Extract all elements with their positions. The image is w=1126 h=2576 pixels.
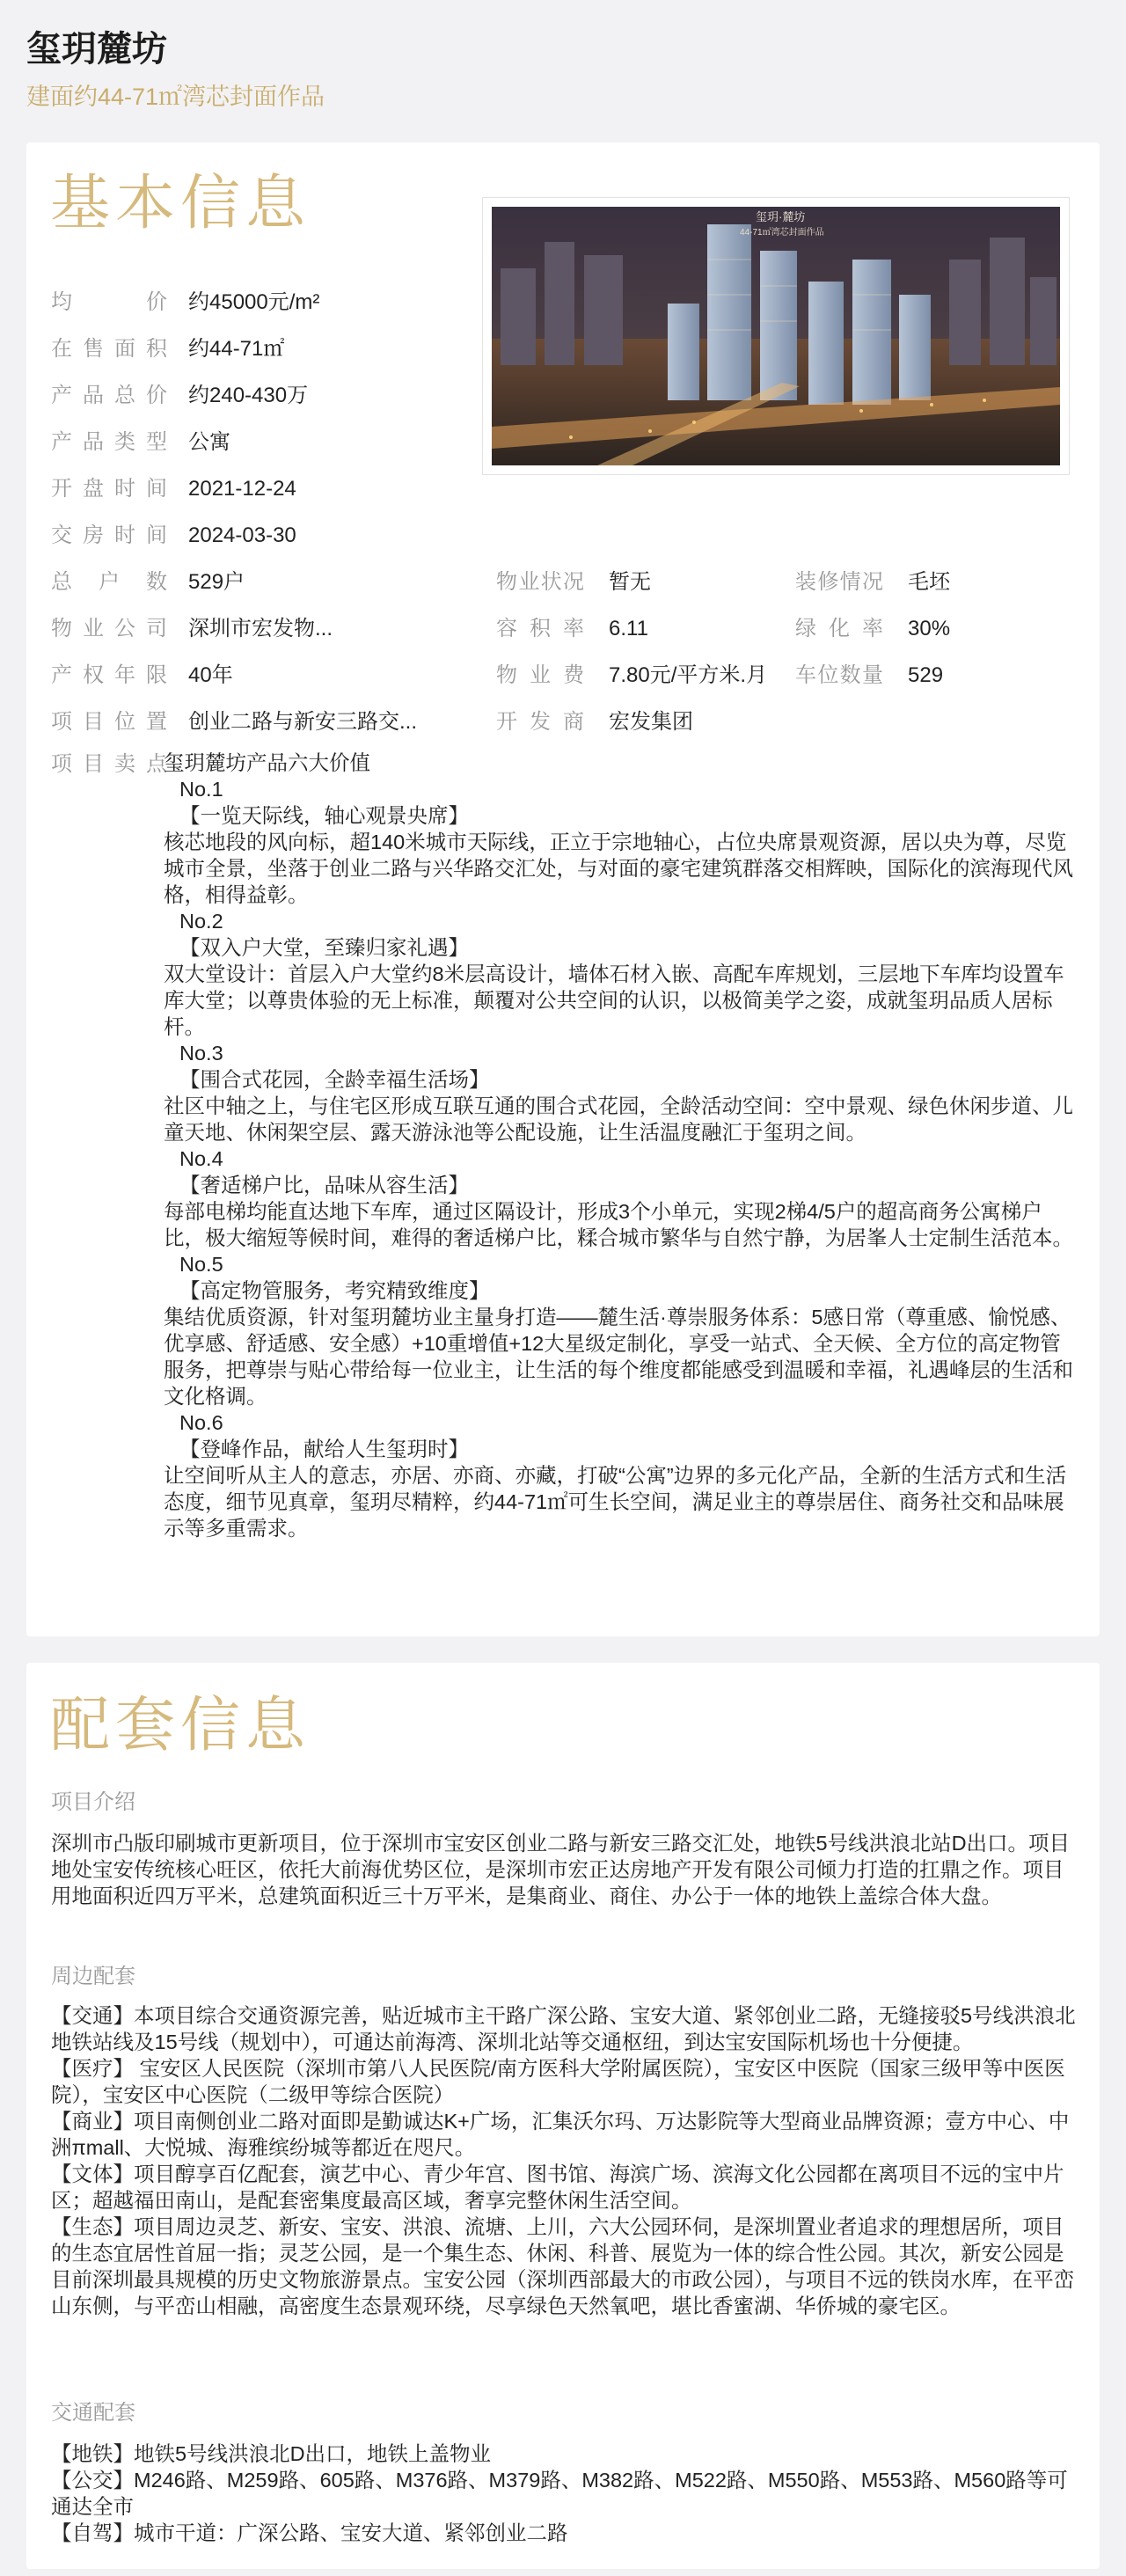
field-label: 容积率 <box>496 617 584 640</box>
field-value: 毛坯 <box>908 570 950 594</box>
field-value: 公寓 <box>188 430 230 454</box>
project-subtitle: 建面约44-71㎡湾芯封面作品 <box>26 84 325 110</box>
field-label: 开盘时间 <box>51 477 167 501</box>
selling-line: No.5 <box>179 1253 223 1276</box>
traffic-label: 交通配套 <box>51 2401 135 2425</box>
field-value: 30% <box>908 617 951 640</box>
selling-line: 社区中轴之上，与住宅区形成互联互通的围合式花园，全龄活动空间：空中景观、绿色休闲步道、儿童天地、休闲架空层、露天游泳池等公配设施，让生活温度融汇于玺玥之间。 <box>164 1094 1073 1144</box>
traffic-line: 【公交】M246路、M259路、605路、M376路、M379路、M382路、M522路、M550路、M553路、M560路等可通达全市 <box>51 2469 1068 2518</box>
selling-line: No.6 <box>179 1411 223 1434</box>
rendering-illustration <box>492 207 1060 465</box>
selling-line: 核芯地段的风向标，超140米城市天际线，正立于宗地轴心，占位央席景观资源，居以央为尊，尽览城市全景，坐落于创业二路与兴华路交汇处，与对面的豪宅建筑群落交相辉映，国际化的滨海现代风格，相得益彰。 <box>164 831 1073 906</box>
field-label: 项目位置 <box>51 710 167 734</box>
field-label: 物业费 <box>496 663 584 687</box>
facilities-card <box>26 1663 1100 2569</box>
selling-line: 集结优质资源，针对玺玥麓坊业主量身打造——麓生活·尊崇服务体系：5感日常（尊重感、愉悦感、优享感、舒适感、安全感）+10重增值+12大星级定制化，享受一站式、全天候、全方位的高定物管服务，把尊崇与贴心带给每一位业主，让生活的每个维度都能感受到温暖和幸福，礼遇峰层的生活和文化格调。 <box>164 1306 1073 1408</box>
field-value: 创业二路与新安三路交... <box>188 710 418 734</box>
field-value: 约45000元/m² <box>188 290 320 314</box>
field-label: 车位数量 <box>795 663 883 687</box>
selling-line: 每部电梯均能直达地下车库，通过区隔设计，形成3个小单元，实现2梯4/5户的超高商务公寓梯户比，极大缩短等候时间，难得的奢适梯户比，糅合城市繁华与自然宁静，为居峯人士定制生活范本。 <box>164 1200 1073 1249</box>
field-label: 总户数 <box>51 570 167 594</box>
field-value: 529 <box>908 663 944 687</box>
selling-line: 让空间听从主人的意志，亦居、亦商、亦藏，打破“公寓”边界的多元化产品，全新的生活方式和生活态度，细节见真章，玺玥尽精粹，约44-71㎡可生长空间，满足业主的尊崇居住、商务社交和品味展示等多重需求。 <box>164 1464 1067 1540</box>
around-line: 【交通】本项目综合交通资源完善，贴近城市主干路广深公路、宝安大道、紧邻创业二路，无缝接驳5号线洪浪北地铁站线及15号线（规划中），可通达前海湾、深圳北站等交通枢纽，到达宝安国际机场也十分便捷。 <box>51 2004 1076 2053</box>
around-text <box>51 2002 1080 2319</box>
image-caption-slogan: 44-71㎡湾芯封面作品 <box>740 228 824 238</box>
selling-line: No.3 <box>179 1042 223 1065</box>
selling-line: 【高定物管服务，考究精致维度】 <box>179 1279 490 1302</box>
field-label: 均价 <box>51 290 167 314</box>
facilities-title: 配套信息 <box>50 1691 311 1760</box>
around-line: 【商业】项目南侧创业二路对面即是勤诚达K+广场，汇集沃尔玛、万达影院等大型商业品牌资源；壹方中心、中洲πmall、大悦城、海雅缤纷城等都近在咫尺。 <box>51 2110 1070 2159</box>
field-label: 产品类型 <box>51 430 167 454</box>
basic-info-card <box>26 143 1100 1636</box>
field-value: 529户 <box>188 570 245 594</box>
field-label: 装修情况 <box>795 570 883 594</box>
selling-line: 【奢适梯户比，品味从容生活】 <box>179 1174 469 1197</box>
around-line: 【医疗】 宝安区人民医院（深圳市第八人民医院/南方医科大学附属医院），宝安区中医院（国家三级甲等中医医院），宝安区中心医院（二级甲等综合医院） <box>51 2057 1065 2106</box>
traffic-line: 【地铁】地铁5号线洪浪北D出口，地铁上盖物业 <box>51 2442 492 2465</box>
selling-line: 双大堂设计：首层入户大堂约8米层高设计，墙体石材入嵌、高配车库规划，三层地下车库均设置车库大堂；以尊贵体验的无上标准，颠覆对公共空间的认识，以极简美学之姿，成就玺玥品质人居标杆。 <box>164 962 1064 1038</box>
image-caption-brand: 玺玥·麓坊 <box>756 210 806 223</box>
field-value: 深圳市宏发物... <box>188 617 333 640</box>
selling-line: 【双入户大堂，至臻归家礼遇】 <box>179 936 469 959</box>
traffic-line: 【自驾】城市干道：广深公路、宝安大道、紧邻创业二路 <box>51 2521 568 2544</box>
selling-line: 【登峰作品，献给人生玺玥时】 <box>179 1438 469 1460</box>
field-value: 6.11 <box>609 617 648 640</box>
field-value: 约240-430万 <box>188 384 309 407</box>
field-label: 物业公司 <box>51 617 167 640</box>
selling-line: No.4 <box>179 1147 223 1170</box>
traffic-text <box>51 2441 1080 2546</box>
field-label: 物业状况 <box>496 570 584 594</box>
intro-paragraph: 深圳市凸版印刷城市更新项目，位于深圳市宝安区创业二路与新安三路交汇处，地铁5号线洪浪北站D出口。项目地处宝安传统核心旺区，依托大前海优势区位，是深圳市宏正达房地产开发有限公司倾力打造的扛鼎之作。项目用地面积近四万平米，总建筑面积近三十万平米，是集商业、商住、办公于一体的地铁上盖综合体大盘。 <box>51 1832 1071 1907</box>
field-value: 约44-71㎡ <box>188 337 285 361</box>
selling-line: 【围合式花园，全龄幸福生活场】 <box>179 1068 490 1091</box>
project-rendering-image[interactable] <box>482 197 1070 475</box>
field-value: 40年 <box>188 663 233 687</box>
selling-line: 玺玥麓坊产品六大价值 <box>164 751 370 774</box>
around-label: 周边配套 <box>51 1965 135 1988</box>
field-value: 2024-03-30 <box>188 523 296 547</box>
field-label: 项目卖点 <box>51 752 167 776</box>
around-line: 【生态】项目周边灵芝、新安、宝安、洪浪、流塘、上川，六大公园环伺，是深圳置业者追求的理想居所，项目的生态宜居性首屈一指；灵芝公园，是一个集生态、休闲、科普、展览为一体的综合性公园。其次，新安公园是目前深圳最具规模的历史文物旅游景点。宝安公园（深圳西部最大的市政公园），与项目不远的铁岗水库，在平峦山东侧，与平峦山相融，高密度生态景观环绕，尽享绿色天然氧吧，堪比香蜜湖、华侨城的豪宅区。 <box>51 2215 1075 2317</box>
field-label: 产品总价 <box>51 384 167 407</box>
selling-points-text <box>164 750 1077 1541</box>
field-label: 交房时间 <box>51 523 167 547</box>
field-value: 2021-12-24 <box>188 477 296 501</box>
intro-label: 项目介绍 <box>51 1790 135 1814</box>
field-label: 产权年限 <box>51 663 167 687</box>
selling-line: No.1 <box>179 778 223 801</box>
basic-info-title: 基本信息 <box>50 169 311 238</box>
project-title: 玺玥麓坊 <box>26 30 167 69</box>
page-header <box>0 0 1126 110</box>
field-value: 宏发集团 <box>609 710 693 734</box>
field-value: 暂无 <box>609 570 651 594</box>
field-label: 绿化率 <box>795 617 883 640</box>
field-label: 在售面积 <box>51 337 167 361</box>
selling-line: 【一览天际线，轴心观景央席】 <box>179 804 469 827</box>
intro-text <box>51 1830 1080 1909</box>
field-label: 开发商 <box>496 710 584 734</box>
field-value: 7.80元/平方米.月 <box>609 663 768 687</box>
around-line: 【文体】项目醇享百亿配套，演艺中心、青少年宫、图书馆、海滨广场、滨海文化公园都在离项目不远的宝中片区；超越福田南山，是配套密集度最高区域，奢享完整休闲生活空间。 <box>51 2163 1064 2212</box>
selling-line: No.2 <box>179 910 223 933</box>
